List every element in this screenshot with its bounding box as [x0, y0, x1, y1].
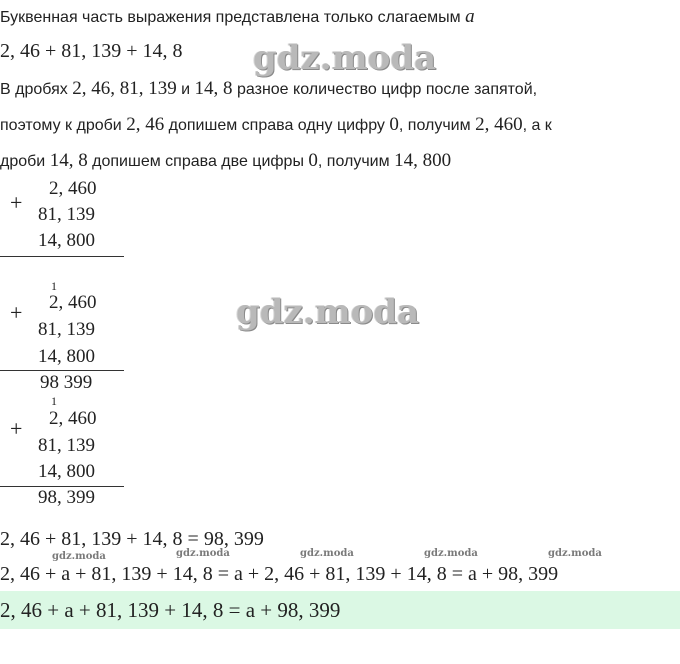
column-result: 98 399: [40, 372, 93, 393]
addend: 14, 800: [38, 461, 95, 482]
addend: 14, 800: [38, 230, 95, 251]
plus-sign: +: [10, 300, 23, 325]
plus-sign: +: [10, 416, 23, 441]
explain-line-2: [0, 114, 552, 136]
intro-line: [0, 6, 475, 28]
explain-text: , получим: [317, 153, 390, 170]
intro-text: Буквенная часть выражения представлена только слагаемым: [0, 9, 461, 26]
explain-text: и: [181, 81, 191, 98]
addend: 2, 460: [49, 178, 97, 199]
addend: 81, 139: [38, 435, 95, 456]
addend: 2, 460: [49, 292, 97, 313]
explain-math: 2, 46: [126, 114, 165, 135]
explain-math: 2, 460: [475, 114, 523, 135]
equation-sum: 2, 46 + 81, 139 + 14, 8 = 98, 399: [0, 528, 264, 550]
explain-math: 14, 8: [49, 150, 88, 171]
addend: 81, 139: [38, 204, 95, 225]
carry-digit: 1: [51, 394, 57, 408]
explain-line-1: [0, 78, 537, 100]
variable-a: a: [465, 6, 475, 27]
addend: 14, 800: [38, 346, 95, 367]
explain-math: 0: [389, 114, 399, 135]
addend: 2, 460: [49, 408, 97, 429]
watermark-small: gdz.moda: [424, 548, 478, 559]
addend: 81, 139: [38, 319, 95, 340]
explain-math: 14, 8: [194, 78, 233, 99]
equation-transform: 2, 46 + a + 81, 139 + 14, 8 = a + 2, 46 + 81, 139 + 14, 8 = a + 98, 399: [0, 563, 559, 585]
watermark-small: gdz.moda: [548, 548, 602, 559]
watermark-middle: gdz.moda: [236, 292, 420, 332]
sum-rule: [0, 256, 124, 257]
explain-math: 0: [308, 150, 318, 171]
watermark-top: gdz.moda: [253, 38, 437, 78]
watermark-small: gdz.moda: [176, 548, 230, 559]
explain-line-3: [0, 150, 451, 172]
explain-text: разное количество цифр после запятой,: [236, 81, 538, 98]
sum-expression: 2, 46 + 81, 139 + 14, 8: [0, 40, 183, 62]
explain-text: , а к: [522, 117, 552, 134]
explain-text: допишем справа одну цифру: [168, 117, 385, 134]
explain-text: В дробях: [0, 81, 68, 98]
explain-text: допишем справа две цифры: [92, 153, 304, 170]
explain-text: , получим: [398, 117, 471, 134]
watermark-small: gdz.moda: [52, 551, 106, 562]
explain-text: поэтому к дроби: [0, 117, 122, 134]
carry-digit: 1: [51, 279, 57, 293]
watermark-small: gdz.moda: [300, 548, 354, 559]
plus-sign: +: [10, 190, 23, 215]
column-result: 98, 399: [38, 487, 95, 508]
sum-rule: [0, 370, 124, 371]
explain-text: дроби: [0, 153, 46, 170]
final-answer: 2, 46 + a + 81, 139 + 14, 8 = a + 98, 399: [0, 598, 341, 622]
explain-math: 2, 46, 81, 139: [72, 78, 177, 99]
explain-math: 14, 800: [394, 150, 452, 171]
